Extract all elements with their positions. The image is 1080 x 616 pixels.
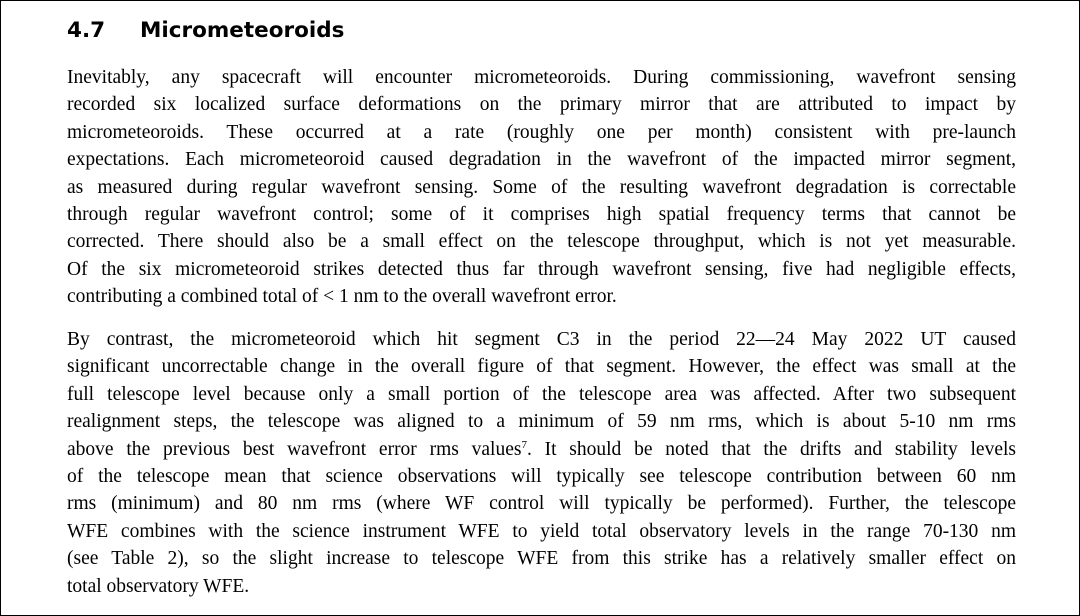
- paragraph-2: [67, 326, 1016, 600]
- text-line: as measured during regular wavefront sensing. Some of the resulting wavefront degradation is correctable: [67, 176, 1016, 198]
- text-line: corrected. There should also be a small effect on the telescope throughput, which is not yet measurable.: [67, 231, 1016, 253]
- section-title: Micrometeoroids: [140, 18, 345, 43]
- text-segment: above the previous best wavefront error rms values: [67, 438, 522, 460]
- text-line: By contrast, the micrometeoroid which hit segment C3 in the period 22—24 May 2022 UT caused: [67, 329, 1016, 350]
- text-line: total observatory WFE.: [67, 575, 250, 597]
- text-line: full telescope level because only a small portion of the telescope area was affected. After two subsequent: [67, 383, 1016, 405]
- text-line: recorded six localized surface deformations on the primary mirror that are attributed to impact by: [67, 94, 1016, 116]
- text-line: Inevitably, any spacecraft will encounter micrometeoroids. During commissioning, wavefront sensing: [67, 67, 1016, 88]
- section-heading: [67, 17, 344, 45]
- text-line-with-footnote: [67, 436, 1016, 463]
- footnote-ref[interactable]: 7: [521, 438, 527, 451]
- section-number: 4.7: [67, 18, 106, 43]
- text-line: Of the six micrometeoroid strikes detected thus far through wavefront sensing, five had negligible effects,: [67, 258, 1016, 280]
- text-segment: . It should be noted that the drifts and stability levels: [526, 438, 1016, 460]
- text-line: contributing a combined total of < 1 nm to the overall wavefront error.: [67, 286, 617, 308]
- text-line: micrometeoroids. These occurred at a rate (roughly one per month) consistent with pre-launch: [67, 121, 1016, 143]
- text-line: WFE combines with the science instrument WFE to yield total observatory levels in the range 70-130 nm: [67, 520, 1016, 542]
- text-line: significant uncorrectable change in the overall figure of that segment. However, the effect was small at the: [67, 356, 1016, 378]
- text-line: expectations. Each micrometeoroid caused degradation in the wavefront of the impacted mirror segment,: [67, 149, 1016, 171]
- text-line: of the telescope mean that science observations will typically see telescope contribution between 60 nm: [67, 465, 1016, 487]
- paragraph-1: [67, 64, 1016, 311]
- text-line: realignment steps, the telescope was aligned to a minimum of 59 nm rms, which is about 5-10 nm rms: [67, 411, 1016, 433]
- text-line: (see Table 2), so the slight increase to telescope WFE from this strike has a relatively smaller effect on: [67, 548, 1016, 570]
- text-line: rms (minimum) and 80 nm rms (where WF control will typically be performed). Further, the telescope: [67, 493, 1016, 515]
- text-line: through regular wavefront control; some of it comprises high spatial frequency terms that cannot be: [67, 203, 1016, 225]
